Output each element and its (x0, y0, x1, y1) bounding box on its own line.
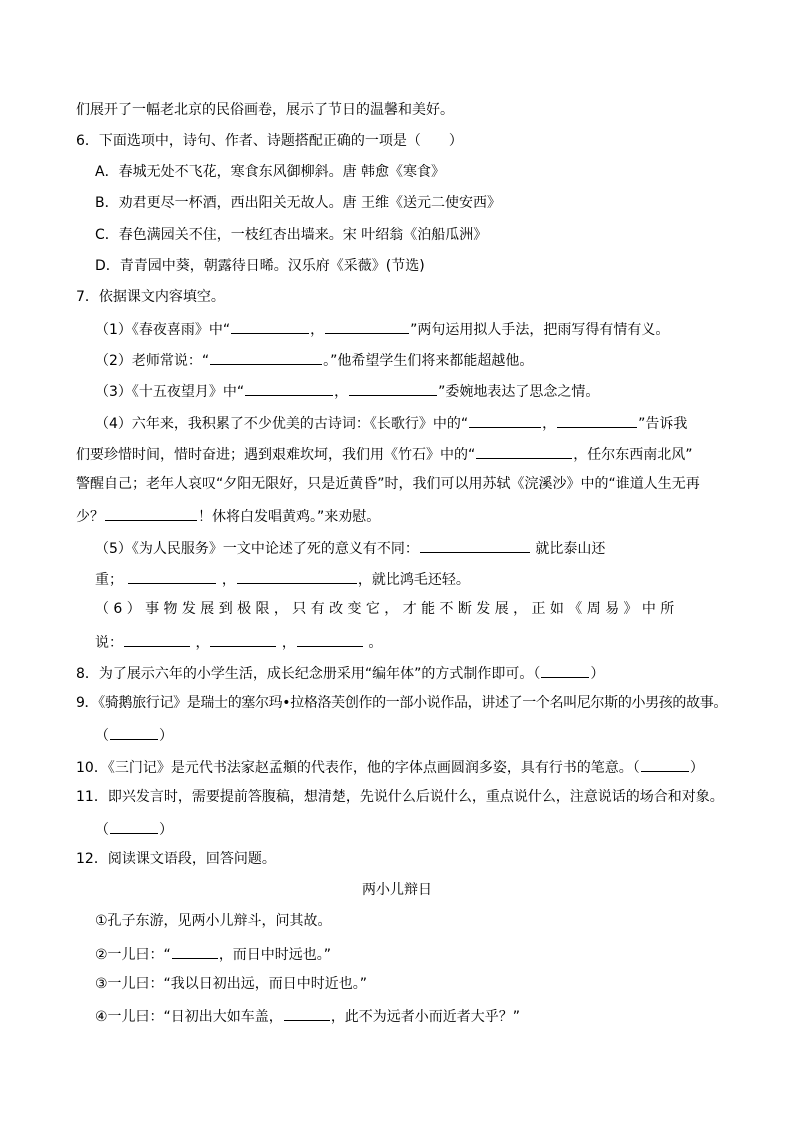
q7-4-text-c: ”告诉我 (638, 416, 688, 432)
q8-paren: ） (590, 666, 605, 682)
q8-text: 8．为了展示六年的小学生活，成长纪念册采用“编年体”的方式制作即可。（ (76, 666, 541, 682)
paren-close: ） (159, 728, 173, 744)
q7-2-text-a: （2）老师常说：“ (95, 353, 210, 369)
question-10 (76, 756, 704, 778)
answer-blank[interactable] (172, 943, 218, 959)
question-6: 6．下面选项中，诗句、作者、诗题搭配正确的一项是（ ） (76, 133, 463, 149)
q7-1-text-b: ， (310, 322, 325, 338)
q7-item-5 (95, 537, 605, 559)
q10-text: 10．《三门记》是元代书法家赵孟頫的代表作，他的字体点画圆润多姿，具有行书的笔意。（ (76, 760, 640, 776)
question-12: 12．阅读课文语段，回答问题。 (76, 851, 276, 867)
answer-blank[interactable] (284, 1005, 330, 1021)
question-9-answer (95, 724, 173, 746)
answer-blank[interactable] (110, 724, 158, 740)
q7-5-text-c: 重； (95, 572, 123, 588)
option-b: B．劝君更尽一杯酒，西出阳关无故人。唐 王维《送元二使安西》 (95, 195, 502, 211)
q7-4-text-d: 们要珍惜时间，惜时奋进；遇到艰难坎坷，我们用《竹石》中的“ (76, 447, 476, 463)
answer-blank[interactable] (476, 443, 572, 459)
question-9: 9．《骑鹅旅行记》是瑞士的塞尔玛•拉格洛芙创作的一部小说作品，讲述了一个名叫尼尔斯的小男孩的故事。 (76, 695, 728, 711)
question-8 (76, 662, 604, 684)
q7-3-text-a: （3）《十五夜望月》中“ (95, 384, 245, 400)
q7-item-6-line-2 (95, 631, 382, 653)
q7-item-1 (95, 318, 669, 340)
q7-4-text-b: ， (542, 416, 557, 432)
question-11: 11．即兴发言时，需要提前答腹稿，想清楚，先说什么后说什么，重点说什么，注意说话的场合和对象。 (76, 789, 724, 805)
q7-3-text-c: ”委婉地表达了思念之情。 (438, 384, 600, 400)
option-d: D．青青园中葵，朝露待日晞。汉乐府《采薇》(节选) (95, 258, 425, 274)
paren-open: （ (95, 822, 109, 838)
answer-blank[interactable] (541, 662, 589, 678)
answer-blank[interactable] (128, 568, 216, 584)
p2-text-b: ，而日中时远也。” (218, 947, 332, 963)
answer-blank[interactable] (297, 631, 363, 647)
q7-5-text-e: ，就比鸿毛还轻。 (357, 572, 470, 588)
answer-blank[interactable] (110, 818, 158, 834)
q7-item-4-line-4 (76, 505, 380, 527)
q7-6-text-e: 。 (368, 635, 383, 651)
answer-blank[interactable] (210, 349, 322, 365)
q7-4-text-h: ！休将白发唱黄鸡。”来劝慰。 (198, 509, 381, 525)
q7-5-text-b: 就比泰山还 (535, 541, 606, 557)
answer-blank[interactable] (557, 412, 637, 428)
answer-blank[interactable] (124, 631, 190, 647)
p4-text-a: ④一儿曰：“日初出大如车盖， (95, 1009, 283, 1025)
q7-5-text-d: ， (221, 572, 236, 588)
q7-4-text-g: 少？ (76, 509, 104, 525)
q7-item-4 (95, 412, 687, 434)
q7-6-text-d: ， (281, 635, 296, 651)
q7-3-text-b: ， (334, 384, 349, 400)
answer-blank[interactable] (245, 380, 333, 396)
q7-item-3 (95, 380, 599, 402)
passage-paragraph-3: ③一儿曰：“我以日初出远，而日中时近也。” (95, 976, 368, 992)
q7-item-4-line-2 (76, 443, 693, 465)
answer-blank[interactable] (231, 318, 309, 334)
answer-blank[interactable] (325, 318, 409, 334)
passage-paragraph-2 (95, 943, 331, 965)
option-a: A．春城无处不飞花，寒食东风御柳斜。唐 韩愈《寒食》 (95, 164, 446, 180)
answer-blank[interactable] (105, 505, 197, 521)
q7-1-text-a: （1）《春夜喜雨》中“ (95, 322, 231, 338)
q7-4-text-a: （4）六年来，我积累了不少优美的古诗词：《长歌行》中的“ (95, 416, 469, 432)
q7-5-text-a: （5）《为人民服务》一文中论述了死的意义有不同： (95, 541, 419, 557)
question-7: 7．依据课文内容填空。 (76, 289, 225, 305)
paren-close: ） (159, 822, 173, 838)
q7-item-2 (95, 349, 533, 371)
q7-4-text-e: ，任尔东西南北风” (573, 447, 693, 463)
paren-open: （ (95, 728, 109, 744)
answer-blank[interactable] (469, 412, 541, 428)
intro-line: 们展开了一幅老北京的民俗画卷，展示了节日的温馨和美好。 (76, 102, 454, 118)
q7-2-text-b: 。”他希望学生们将来都能超越他。 (323, 353, 534, 369)
answer-blank[interactable] (210, 631, 276, 647)
option-c: C．春色满园关不住，一枝红杏出墙来。宋 叶绍翁《泊船瓜洲》 (95, 227, 488, 243)
q10-paren: ） (689, 760, 704, 776)
answer-blank[interactable] (420, 537, 530, 553)
passage-paragraph-4 (95, 1005, 520, 1027)
q7-6-text-b: 说： (95, 635, 123, 651)
q7-6-text-c: ， (195, 635, 210, 651)
q7-1-text-c: ”两句运用拟人手法，把雨写得有情有义。 (410, 322, 670, 338)
answer-blank[interactable] (237, 568, 357, 584)
q7-item-5-line-2 (95, 568, 470, 590)
passage-paragraph-1: ①孔子东游，见两小儿辩斗，问其故。 (95, 913, 332, 929)
p2-text-a: ②一儿曰：“ (95, 947, 171, 963)
q7-item-6: （6）事物发展到极限，只有改变它，才能不断发展，正如《周易》中所 (95, 601, 679, 617)
q7-item-4-line-3: 警醒自己；老年人哀叹“夕阳无限好，只是近黄昏”时，我们可以用苏轼《浣溪沙》中的“谁道人生无再 (76, 476, 700, 492)
p4-text-b: ，此不为远者小而近者大乎？” (330, 1009, 521, 1025)
question-11-answer (95, 818, 173, 840)
answer-blank[interactable] (641, 756, 689, 772)
passage-title: 两小儿辩日 (362, 882, 432, 898)
answer-blank[interactable] (349, 380, 437, 396)
